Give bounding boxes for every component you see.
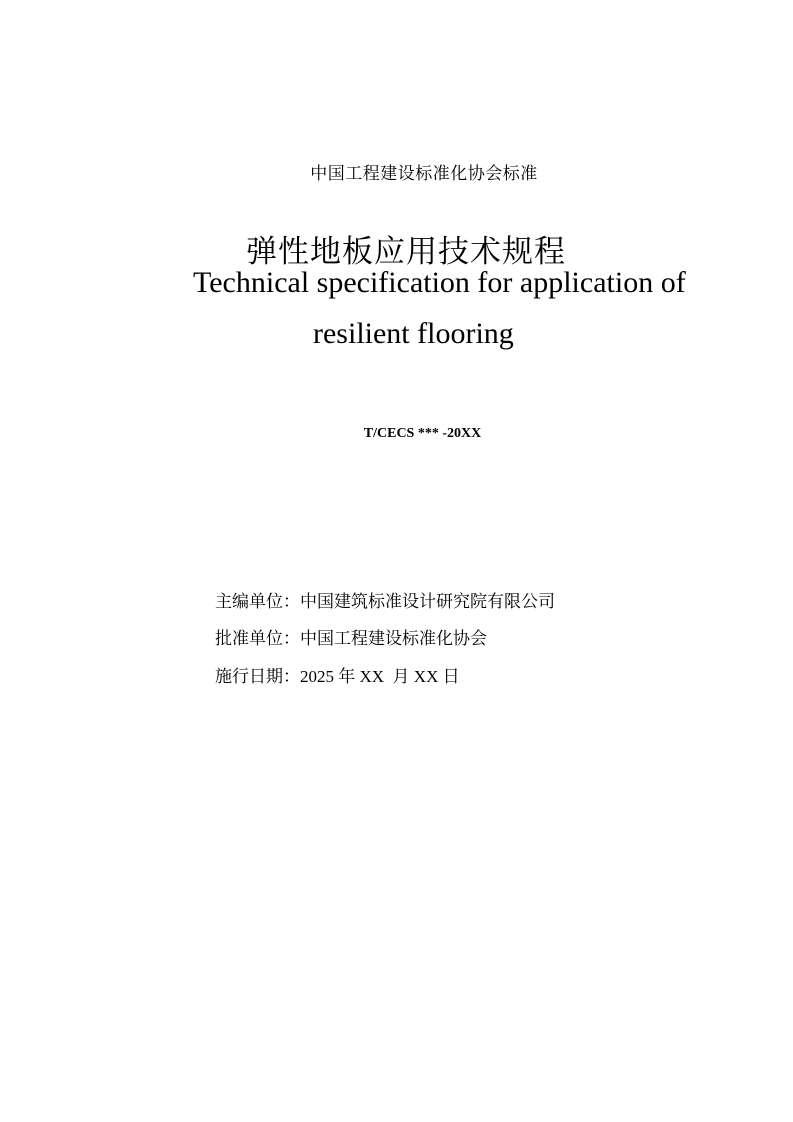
info-label: 主编单位： xyxy=(215,592,300,612)
info-value: 2025 年 XX 月 XX 日 xyxy=(300,667,460,686)
document-title-english-line-1: Technical specification for application of xyxy=(193,266,686,299)
info-line-editor xyxy=(215,590,555,627)
organization-standard-heading: 中国工程建设标准化协会标准 xyxy=(310,164,538,184)
info-value: 中国工程建设标准化协会 xyxy=(300,629,487,649)
info-value: 中国建筑标准设计研究院有限公司 xyxy=(300,592,555,612)
info-line-approver xyxy=(215,627,555,664)
info-label: 施行日期： xyxy=(215,667,300,687)
document-title-english-line-2: resilient flooring xyxy=(313,317,514,350)
standard-code: T/CECS *** -20XX xyxy=(363,426,482,441)
publication-info xyxy=(215,590,555,701)
document-title-chinese: 弹性地板应用技术规程 xyxy=(246,234,566,270)
info-line-effective-date xyxy=(215,664,555,701)
info-label: 批准单位： xyxy=(215,629,300,649)
